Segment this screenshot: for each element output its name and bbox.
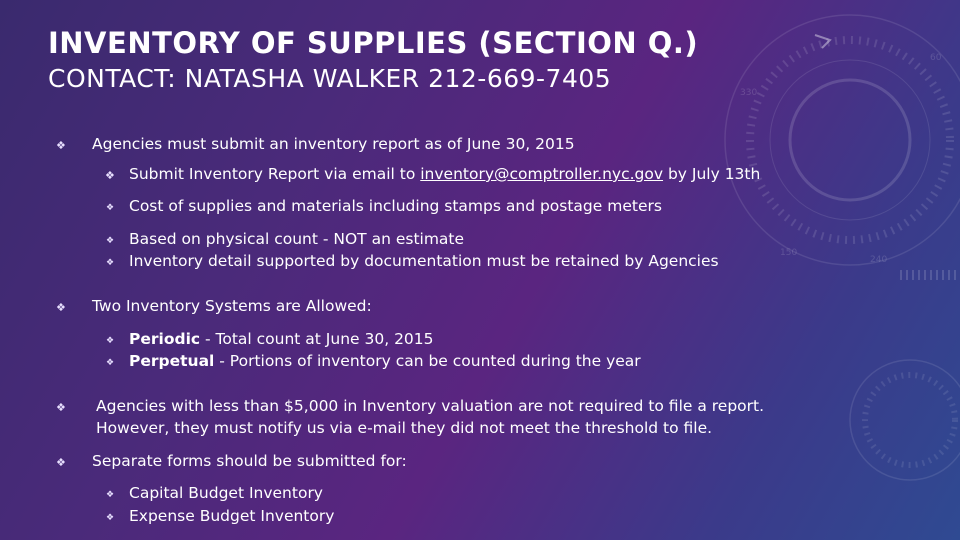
perpetual-label: Perpetual [129, 352, 215, 370]
bullet-icon: ❖ [106, 236, 115, 246]
bullet-item-expense-budget: Expense Budget Inventory [129, 507, 335, 525]
bullet-item-capital-budget: Capital Budget Inventory [129, 484, 323, 502]
email-instruction-text: Submit Inventory Report via email to [129, 165, 421, 183]
bullet-item-perpetual [129, 350, 641, 372]
deco-number: 150 [780, 248, 798, 258]
bullet-icon: ❖ [106, 513, 115, 523]
bullet-item-periodic [129, 328, 434, 350]
email-link[interactable]: inventory@comptroller.nyc.gov [420, 165, 664, 183]
bullet-item-cost: Cost of supplies and materials including stamps and postage meters [129, 197, 662, 215]
bullet-item-physical-count: Based on physical count - NOT an estimate [129, 230, 465, 248]
deco-number: 240 [870, 255, 888, 265]
bullet-icon: ❖ [106, 490, 115, 500]
bullet-icon: ❖ [106, 258, 115, 268]
bullet-item-documentation: Inventory detail supported by documentation must be retained by Agencies [129, 252, 719, 270]
bullet-icon: ❖ [56, 456, 66, 469]
bullet-item-email [129, 163, 760, 185]
email-deadline-text: by July 13th [663, 165, 761, 183]
bullet-item-threshold-line1: Agencies with less than $5,000 in Inventory valuation are not required to file a report. [96, 397, 765, 415]
slide-title: INVENTORY OF SUPPLIES (SECTION Q.) [48, 26, 699, 60]
bullet-item-threshold-line2: However, they must notify us via e-mail they did not meet the threshold to file. [96, 419, 713, 437]
bullet-icon: ❖ [106, 358, 115, 368]
bullet-item-separate-forms: Separate forms should be submitted for: [92, 452, 407, 470]
bullet-icon: ❖ [56, 401, 66, 414]
perpetual-description: - Portions of inventory can be counted during the year [214, 352, 641, 370]
bullet-icon: ❖ [56, 139, 66, 152]
bullet-item-systems: Two Inventory Systems are Allowed: [92, 297, 372, 315]
contact-subtitle: CONTACT: NATASHA WALKER 212-669-7405 [48, 64, 612, 93]
periodic-label: Periodic [129, 330, 201, 348]
deco-number: 330 [740, 88, 758, 98]
bullet-icon: ❖ [56, 301, 66, 314]
periodic-description: - Total count at June 30, 2015 [200, 330, 434, 348]
deco-number: 60 [930, 53, 942, 63]
bullet-icon: ❖ [106, 336, 115, 346]
bullet-icon: ❖ [106, 203, 115, 213]
bullet-icon: ❖ [105, 169, 115, 182]
bullet-item-inventory-report: Agencies must submit an inventory report as of June 30, 2015 [92, 135, 575, 153]
